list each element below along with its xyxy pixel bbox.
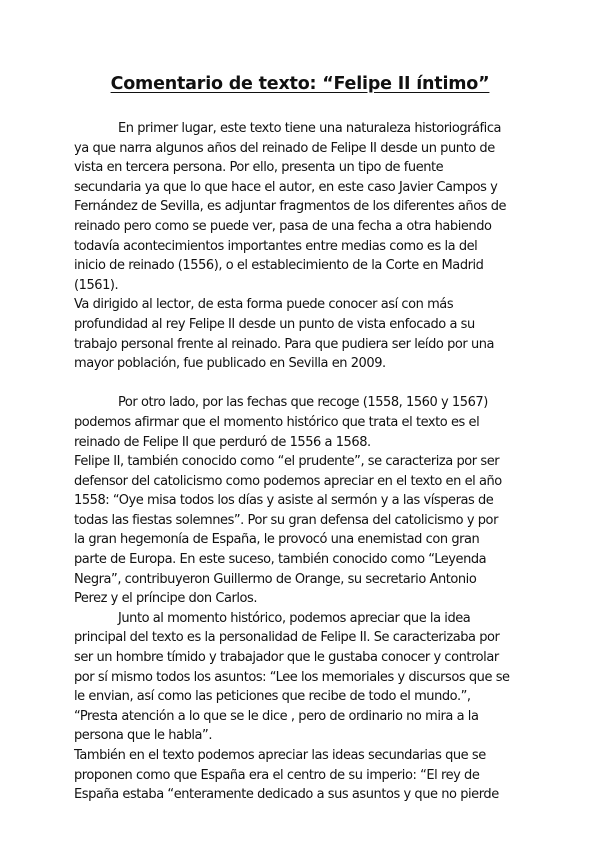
paragraph-gap	[74, 374, 534, 394]
text-line: inicio de reinado (1556), o el establecimiento de la Corte en Madrid	[74, 258, 484, 274]
paragraph-p3	[74, 393, 534, 452]
text-line: Felipe II, también conocido como “el prudente”, se caracteriza por ser	[74, 454, 500, 470]
text-line: Fernández de Sevilla, es adjuntar fragmentos de los diferentes años de	[74, 199, 507, 215]
text-line: trabajo personal frente al reinado. Para que pudiera ser leído por una	[74, 336, 495, 352]
text-line: persona que le habla”.	[74, 728, 213, 744]
text-line: todavía acontecimientos importantes entre medias como es la del	[74, 238, 478, 254]
text-line: parte de Europa. En este suceso, también conocido como “Leyenda	[74, 552, 487, 568]
document-body	[74, 119, 534, 805]
text-line: reinado de Felipe II que perduró de 1556 a 1568.	[74, 434, 371, 450]
text-line: principal del texto es la personalidad de Felipe II. Se caracterizaba por	[74, 630, 500, 646]
text-line: También en el texto podemos apreciar las ideas secundarias que se	[74, 748, 486, 763]
text-line: Junto al momento histórico, podemos apreciar que la idea	[118, 610, 471, 626]
text-line: Va dirigido al lector, de esta forma puede conocer así con más	[74, 297, 454, 313]
text-line: ser un hombre tímido y trabajador que le gustaba conocer y controlar	[74, 650, 499, 666]
text-line: reinado pero como se puede ver, pasa de una fecha a otra habiendo	[74, 218, 492, 234]
text-line: ya que narra algunos años del reinado de Felipe II desde un punto de	[74, 140, 495, 156]
text-line: proponen como que España era el centro de su imperio: “El rey de	[74, 767, 480, 783]
paragraph-p1	[74, 119, 534, 295]
text-line: por sí mismo todos los asuntos: “Lee los memoriales y discursos que se	[74, 669, 510, 685]
text-line: mayor población, fue publicado en Sevilla en 2009.	[74, 356, 386, 372]
text-line: todas las fiestas solemnes”. Por su gran defensa del catolicismo y por	[74, 512, 498, 528]
text-line: “Presta atención a lo que se le dice , pero de ordinario no mira a la	[74, 708, 479, 724]
text-line: profundidad al rey Felipe II desde un punto de vista enfocado a su	[74, 316, 475, 332]
text-line: le envian, así como las peticiones que recibe de todo el mundo.”,	[74, 689, 471, 705]
paragraph-p5	[74, 609, 534, 746]
text-line: secundaria ya que lo que hace el autor, en este caso Javier Campos y	[74, 179, 498, 195]
text-line: vista en tercera persona. Por ello, presenta un tipo de fuente	[74, 160, 444, 176]
paragraph-p4	[74, 452, 534, 609]
text-line: España estaba “enteramente dedicado a sus asuntos y que no pierde	[74, 787, 499, 803]
page-title: Comentario de texto: “Felipe II íntimo”	[110, 74, 490, 94]
text-line: podemos afirmar que el momento histórico que trata el texto es el	[74, 414, 480, 430]
text-line: defensor del catolicismo como podemos apreciar en el texto en el año	[74, 473, 502, 489]
text-line: (1561).	[74, 277, 119, 293]
paragraph-p6	[74, 746, 534, 805]
paragraph-p2	[74, 295, 534, 373]
text-line: En primer lugar, este texto tiene una naturaleza historiográfica	[118, 121, 502, 136]
text-line: Por otro lado, por las fechas que recoge (1558, 1560 y 1567)	[118, 395, 488, 411]
text-line: Negra”, contribuyeron Guillermo de Orange, su secretario Antonio	[74, 571, 477, 587]
text-line: 1558: “Oye misa todos los días y asiste al sermón y a las vísperas de	[74, 493, 494, 509]
text-line: la gran hegemonía de España, le provocó una enemistad con gran	[74, 532, 480, 548]
text-line: Perez y el príncipe don Carlos.	[74, 591, 258, 607]
